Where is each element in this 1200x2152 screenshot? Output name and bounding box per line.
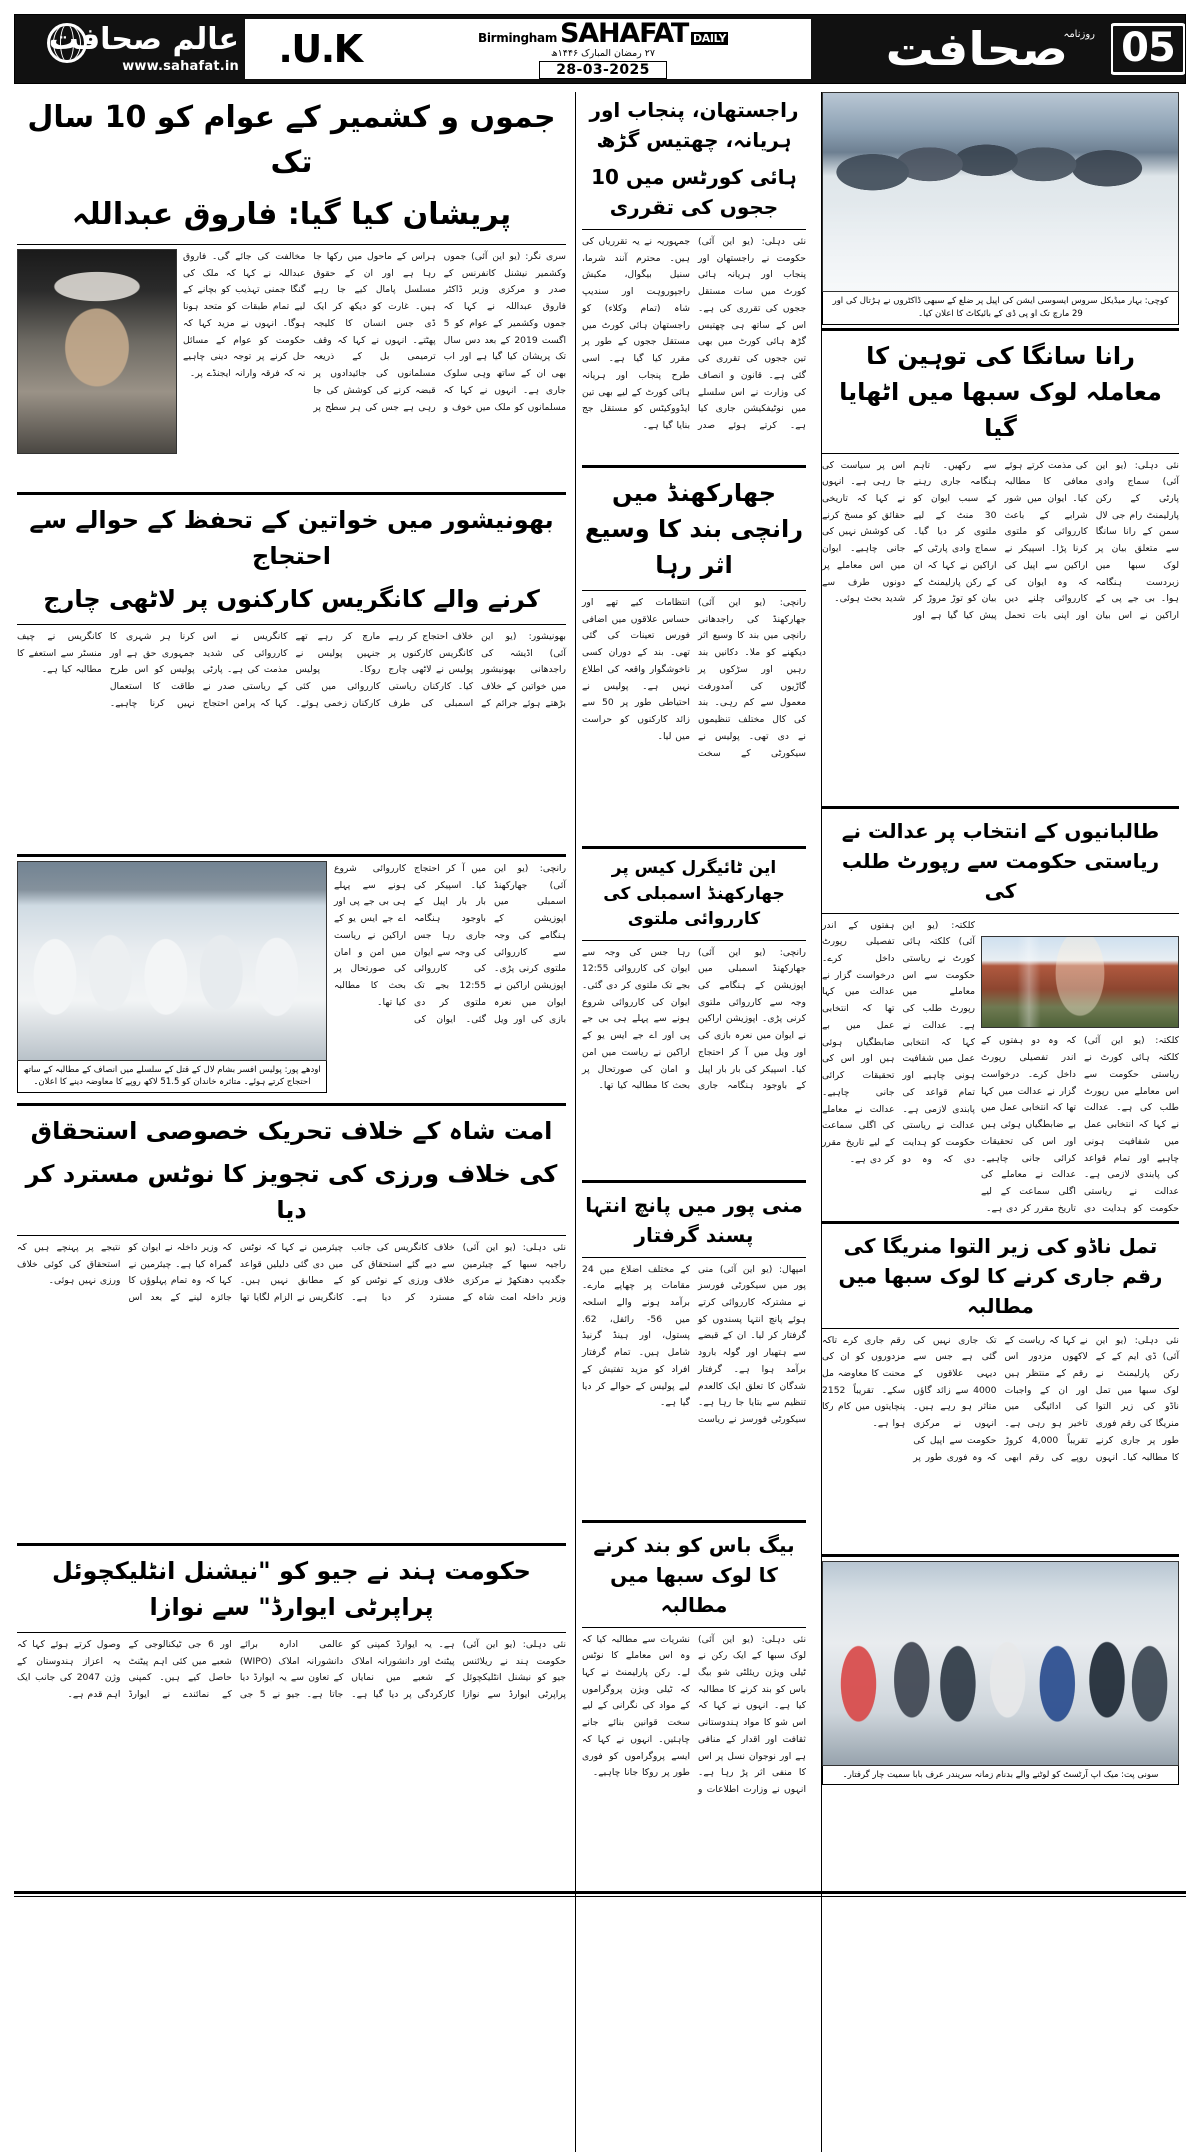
hijri-date: ۲۷ رمضان المبارک ۱۴۴۶ھ [551,47,656,59]
manipur-headline: منی پور میں پانچ انتہا پسند گرفتار [585,1192,803,1247]
rana-sanga-headline: رانا سانگا کی توہین کا معاملہ لوک سبھا میں اٹھایا گیا [839,341,1162,442]
jharkhand-body: رانچی: (یو این آئی) جھارکھنڈ کی راجدھانی رانچی میں بند کا وسیع اثر دیکھنے کو ملا۔ دکانیں بند رہیں اور سڑکوں پر گاڑیوں کی آمدورفت معمول سے کم رہی۔ بند کی کال مختلف تنظیموں نے دی تھی۔ پولیس نے سیکورٹی کے سخت انتظامات کیے تھے اور حساس علاقوں میں اضافی فورس تعینات کی گئی تھی۔ بند کے دوران کسی ناخوشگوار واقعہ کی اطلاع نہیں ہے۔ پولیس نے احتیاطی طور پر 50 سے زائد کارکنوں کو حراست میں لیا۔ [582,597,806,759]
lead-headline-2: پریشان کیا گیا: فاروق عبداللہ [71,197,512,232]
manipur-body: امپھال: (یو این آئی) منی پور میں سیکورٹی فورسز نے مشترکہ کارروائی کرتے ہوئے پانچ انتہا پسندوں کو گرفتار کر لیا۔ ان کے قبضے سے ہتھیار اور گولہ بارود برآمد ہوا ہے۔ گرفتار شدگان کا تعلق ایک کالعدم تنظیم سے بتایا جا رہا ہے۔ سیکورٹی فورسز نے ریاست کے مختلف اضلاع میں 24 مقامات پر چھاپے مارے۔ برآمد ہونے والے اسلحہ میں 56- رائفل، 62. پستول، اور ہینڈ گرنیڈ شامل ہیں۔ تمام گرفتار افراد کو مزید تفتیش کے لیے پولیس کے حوالے کر دیا گیا ہے۔ [582,1263,806,1426]
city-label: Birmingham [477,30,558,45]
wipo-headline: حکومت ہند نے جیو کو "نیشنل انٹلیکچوئل پراپرٹی ایوارڈ" سے نوازا [52,1557,531,1621]
bhubaneswar-body: بھونیشور: (یو این آئی) اڈیشہ کی راجدھانی بھونیشور میں خواتین کے خلاف بڑھتے ہوئے جرائم کے خلاف احتجاج کر رہے کانگریس کارکنوں پر پولیس نے لاٹھی چارج کیا۔ کارکنان ریاستی اسمبلی کی طرف مارچ کر رہے تھے جنہیں پولیس نے روکا۔ پولیس کارروائی میں کئی کارکنان زخمی ہوئے۔ کانگریس نے اس کارروائی کی شدید مذمت کی ہے۔ پارٹی کے ریاستی صدر نے کہا کہ پرامن احتجاج کرنا ہر شہری کا جمہوری حق ہے اور پولیس کو اس طرح طاقت کا استعمال نہیں کرنا چاہیے۔ کانگریس نے چیف منسٹر سے استعفے کا مطالبہ کیا ہے۔ [17,631,566,709]
website-url: www.sahafat.in [122,58,239,74]
nhrc-side-body: رانچی: (یو این آئی) جھارکھنڈ اسمبلی میں اپوزیشن کے ہنگامے کی وجہ سے کارروائی ملتوی کرنی پڑی۔ اپوزیشن اراکین نے ایوان میں نعرہ بازی کی اور ویل میں آ کر احتجاج کیا۔ اسپیکر کی بار بار اپیل کے باوجود ہنگامہ جاری رہا جس کی وجہ سے ایوان کی کارروائی 12:55 بجے تک ملتوی کر دی گئی۔ ایوان کی کارروائی شروع ہونے سے پہلے ہی بی جے پی اور اے جے ایس یو کے اراکین نے ریاست میں امن و امان کی صورتحال پر بحث کا مطالبہ کیا تھا۔ [334,863,566,1025]
judges-body: نئی دہلی: (یو این آئی) حکومت نے راجستھان اور پنجاب اور ہریانہ ہائی کورٹ میں سات مستقل ججوں کی تقرری کی ہے۔ اس کے ساتھ ہی چھتیس گڑھ ہائی کورٹ میں بھی تین ججوں کی تقرری کی گئی ہے۔ قانون و انصاف کی وزارت نے اس سلسلے میں نوٹیفکیشن جاری کیا ہے۔ کرتے ہوئے صدر جمہوریہ نے یہ تقرریاں کی ہیں۔ محترم آنند شرما، سنیل بیگوال، مکیش راجپوروہت اور سندیپ شاہ (تمام وکلاء) کو راجستھان ہائی کورٹ میں مستقل ججوں کے طور پر مقرر کیا گیا ہے۔ اسی طرح پنجاب اور ہریانہ ہائی کورٹ کے لیے بھی تین ایڈووکیٹس کو مستقل جج بنایا گیا ہے۔ [582,236,806,432]
urdu-logo [811,15,1111,83]
arrested-group-caption: سونی پت: میک اپ آرٹسٹ کو لوٹنے والے بدنام زمانہ سریندر عرف بابا سمیت چار گرفتار۔ [822,1766,1179,1786]
paper-name: SAHAFAT [560,17,689,49]
jharkhand-headline: جھارکھنڈ میں رانچی بند کا وسیع اثر رہا [584,479,804,579]
judges-headline-1: راجستھان، پنجاب اور ہریانہ، چھتیس گڑھ [589,98,799,152]
wipo-body: نئی دہلی: (یو این آئی) حکومت ہند نے ریلائنس جیو کو نیشنل انٹلیکچوئل پراپرٹی ایوارڈ سے نوازا ہے۔ یہ ایوارڈ کمپنی کو پیٹنٹ اور دانشورانہ املاک کے شعبے میں نمایاں کارکردگی پر دیا گیا ہے۔ عالمی ادارہ برائے دانشورانہ املاک (WIPO) کے تعاون سے یہ ایوارڈ دیا جاتا ہے۔ جیو نے 5 جی اور 6 جی ٹیکنالوجی کے شعبے میں کئی اہم پیٹنٹ حاصل کیے ہیں۔ کمپنی کے نمائندے نے ایوارڈ وصول کرتے ہوئے کہا کہ یہ اعزاز ہندوستان کے وژن 2047 کی جانب ایک اہم قدم ہے۔ [17,1639,566,1701]
arrested-group-photo [822,1561,1179,1766]
kolkata-high-court-photo [981,936,1179,1029]
daily-label: DAILY [693,31,727,45]
doctors-strike-caption: کوچی: بہار میڈیکل سروس ایسوسی ایشن کی اپیل پر ضلع کے سبھی ڈاکٹروں نے ہڑتال کی اور 29 مارچ تک او پی ڈی کے بائیکاٹ کا اعلان کیا۔ [822,292,1179,325]
globe-icon [43,23,87,75]
protest-photo [17,861,327,1061]
bag-ban-headline: بیگ باس کو بند کرنے کا لوک سبھا میں مطالبہ [593,1532,795,1617]
publication-date: 28-03-2025 [539,61,667,79]
edition-label: U.K. [245,19,395,79]
column-divider-1 [812,92,822,2152]
amit-shah-headline-2: کی خلاف ورزی کی تجویز کا نوٹس مسترد کر دیا [25,1160,558,1224]
taliban-court-body-lower: کلکتہ: (یو این آئی) کلکتہ ہائی کورٹ نے ریاستی حکومت سے اس معاملے میں رپورٹ طلب کی ہے۔ عدالت نے کہا کہ انتخابی عمل میں شفافیت ہونی چاہیے اور تمام قواعد کی پابندی لازمی ہے۔ عدالت نے ریاستی حکومت کو ہدایت دی کہ وہ دو ہفتوں کے اندر تفصیلی رپورٹ داخل کرے۔ درخواست گزار نے عدالت میں کہا تھا کہ انتخابی عمل میں بے ضابطگیاں ہوئی ہیں اور اس کی تحقیقات کرائی جانی چاہیے۔ عدالت نے معاملے کی اگلی سماعت کے لیے تاریخ مقرر کر دی ہے۔ [981,1035,1179,1214]
judges-headline-2: ہائی کورٹس میں 10 ججوں کی تقرری [591,165,797,219]
masthead [14,14,1186,84]
nhrc-headline: این ٹائیگرل کیس پر جھارکھنڈ اسمبلی کی کارروائی ملتوی [603,858,785,929]
lead-headline-1: جموں و کشمیر کے عوام کو 10 سال تک [27,100,556,180]
lead-body: سری نگر: (یو این آئی) جموں وکشمیر نیشنل کانفرنس کے صدر و مرکزی وزیر ڈاکٹر فاروق عبداللہ نے کہا کہ جموں وکشمیر کے عوام کو 5 اگست 2019 کے بعد دس سال تک پریشان کیا گیا ہے اور اب بھی ان کے ساتھ وہی سلوک جاری ہے۔ انہوں نے کہا کہ مسلمانوں کو ملک میں خوف و ہراس کے ماحول میں رکھا جا رہا ہے اور ان کے حقوق مسلسل پامال کیے جا رہے ہیں۔ غارت کو دیکھ کر ایک ڈی جس انسان کا کلیجہ پھٹتے۔ انہوں نے کہا کہ وقف ترمیمی بل کے ذریعہ مسلمانوں کی جائیدادوں پر قبضہ کرنے کی کوشش کی جا رہی ہے جس کی ہر سطح پر مخالفت کی جائے گی۔ فاروق عبداللہ نے کہا کہ ملک کی گنگا جمنی تہذیب کو بچانے کے لیے تمام طبقات کو متحد ہونا ہوگا۔ انہوں نے مزید کہا کہ حکومت کو عوام کے مسائل حل کرنے پر توجہ دینی چاہیے نہ کہ فرقہ وارانہ ایجنڈے پر۔ [183,251,566,413]
bhubaneswar-headline-2: کرنے والے کانگریس کارکنوں پر لاٹھی چارج [43,585,540,613]
urdu-logo-small: روزنامہ [1063,29,1095,40]
middle-column [576,92,812,2152]
tamil-nadu-body: نئی دہلی: (یو این آئی) ڈی ایم کے کے رکن پارلیمنٹ نے لوک سبھا میں تمل ناڈو کی زیر التوا منریگا کی رقم فوری طور پر جاری کرنے کا مطالبہ کیا۔ انہوں نے کہا کہ ریاست کے لاکھوں مزدور اس رقم کے منتظر ہیں اور ان کے واجبات کی ادائیگی میں تاخیر ہو رہی ہے۔ تقریباً 4,000 کروڑ روپے کی رقم ابھی تک جاری نہیں کی گئی ہے جس سے دیہی علاقوں کے 4000 سے زائد گاؤں متاثر ہو رہے ہیں۔ انہوں نے مرکزی حکومت سے اپیل کی کہ وہ فوری طور پر رقم جاری کرے تاکہ مزدوروں کو ان کی محنت کا معاوضہ مل سکے۔ تقریباً 2152 پنچایتوں میں کام رکا ہوا ہے۔ [822,1334,1179,1463]
page-number-block [1111,15,1185,83]
brand-urdu: عالم صحافت [48,21,239,57]
taliban-court-body: کلکتہ: (یو این آئی) کلکتہ ہائی کورٹ نے ریاستی حکومت سے اس معاملے میں رپورٹ طلب کی ہے۔ عدالت نے کہا کہ انتخابی عمل میں شفافیت ہونی چاہیے اور تمام قواعد کی پابندی لازمی ہے۔ عدالت نے ریاستی حکومت کو ہدایت دی کہ وہ دو ہفتوں کے اندر تفصیلی رپورٹ داخل کرے۔ درخواست گزار نے عدالت میں کہا تھا کہ انتخابی عمل میں بے ضابطگیاں ہوئی ہیں اور اس کی تحقیقات کرائی جانی چاہیے۔ عدالت نے معاملے کی اگلی سماعت کے لیے تاریخ مقرر کر دی ہے۔ [822,919,975,1165]
farooq-abdullah-photo [17,249,177,454]
paper-title-line [477,17,728,49]
bag-ban-body: نئی دہلی: (یو این آئی) لوک سبھا کے ایک رکن نے ٹیلی ویژن ریئلٹی شو بیگ باس کو بند کرنے کا مطالبہ کیا ہے۔ انہوں نے کہا کہ اس شو کا مواد ہندوستانی ثقافت اور اقدار کے منافی ہے اور نوجوان نسل پر اس کا منفی اثر پڑ رہا ہے۔ انہوں نے وزارت اطلاعات و نشریات سے مطالبہ کیا کہ وہ اس معاملے کا نوٹس لے۔ رکن پارلیمنٹ نے کہا کہ ٹیلی ویژن پروگراموں کے مواد کی نگرانی کے لیے سخت قوانین بنائے جانے چاہئیں۔ انہوں نے کہا کہ ایسے پروگراموں کو فوری طور پر روکا جانا چاہیے۔ [582,1633,806,1796]
page-number: 05 [1110,23,1186,75]
page-body [14,92,1186,1887]
doctors-strike-photo [822,92,1179,292]
taliban-court-headline: طالبانیوں کے انتخاب پر عدالت نے ریاستی حکومت سے رپورٹ طلب کی [841,818,1160,903]
protest-photo-caption: اودھے پور: پولیس افسر بشام لال کے قتل کے سلسلے میں انصاف کے مطالبہ کے ساتھ احتجاج کرتے ہوئے۔ متاثرہ خاندان کو 51.5 لاکھ روپے کا معاوضہ دینے کا اعلان۔ [17,1061,327,1094]
masthead-center [395,19,811,79]
amit-shah-body: نئی دہلی: (یو این آئی) راجیہ سبھا کے چیئرمین جگدیپ دھنکھڑ نے مرکزی وزیر داخلہ امت شاہ کے خلاف کانگریس کی جانب سے دیے گئے استحقاق کی خلاف ورزی کے نوٹس کو مسترد کر دیا ہے۔ چیئرمین نے کہا کہ نوٹس میں دی گئی دلیلیں قواعد کے مطابق نہیں ہیں۔ کانگریس نے الزام لگایا تھا کہ وزیر داخلہ نے ایوان کو گمراہ کیا ہے۔ چیئرمین نے کہا کہ وہ تمام پہلوؤں کا جائزہ لینے کے بعد اس نتیجے پر پہنچے ہیں کہ استحقاق کی کوئی خلاف ورزی نہیں ہوئی۔ [17,1242,566,1304]
nhrc-body: رانچی: (یو این آئی) جھارکھنڈ اسمبلی میں اپوزیشن کے ہنگامے کی وجہ سے کارروائی ملتوی کرنی پڑی۔ اپوزیشن اراکین نے ایوان میں نعرہ بازی کی اور ویل میں آ کر احتجاج کیا۔ اسپیکر کی بار بار اپیل کے باوجود ہنگامہ جاری رہا جس کی وجہ سے ایوان کی کارروائی 12:55 بجے تک ملتوی کر دی گئی۔ ایوان کی کارروائی شروع ہونے سے پہلے ہی بی جے پی اور اے جے ایس یو کے اراکین نے ریاست میں امن و امان کی صورتحال پر بحث کا مطالبہ کیا تھا۔ [582,946,806,1092]
brand-block [15,15,245,83]
bhubaneswar-headline-1: بھونیشور میں خواتین کے تحفظ کے حوالے سے احتجاج [29,506,554,570]
urdu-logo-text: صحافت [885,22,1068,76]
right-column [10,92,566,2152]
rana-sanga-body: نئی دہلی: (یو این آئی) سماج وادی پارٹی کے رکن پارلیمنٹ رام جی لال سمن کے رانا سانگا سے متعلق بیان پر لوک سبھا میں زبردست ہنگامہ ہوا۔ بی جے پی کے اراکین نے اس بیان کی مذمت کرتے ہوئے معافی کا مطالبہ کیا۔ ایوان میں شور شرابے کے باعث کارروائی کو ملتوی کرنا پڑا۔ اسپیکر نے اراکین سے اپیل کی کہ وہ ایوان کی کارروائی چلنے دیں اور اپنی بات تحمل سے رکھیں۔ تاہم ہنگامہ جاری رہنے کے سبب ایوان کو 30 منٹ کے لیے ملتوی کر دیا گیا۔ سماج وادی پارٹی کے اراکین نے کہا کہ ان کے رکن پارلیمنٹ کے بیان کو توڑ مروڑ کر پیش کیا گیا ہے اور اس پر سیاست کی جا رہی ہے۔ انہوں نے کہا کہ تاریخی حقائق کو مسخ کرنے کی کوشش نہیں کی جانی چاہیے۔ ایوان میں اس معاملے پر دونوں طرف سے شدید بحث ہوئی۔ [822,459,1179,622]
tamil-nadu-headline: تمل ناڈو کی زیر التوا منریگا کی رقم جاری کرنے کا لوک سبھا میں مطالبہ [838,1233,1163,1318]
left-column [822,92,1186,2152]
column-divider-2 [566,92,576,2152]
amit-shah-headline-1: امت شاہ کے خلاف تحریک خصوصی استحقاق [30,1117,553,1145]
